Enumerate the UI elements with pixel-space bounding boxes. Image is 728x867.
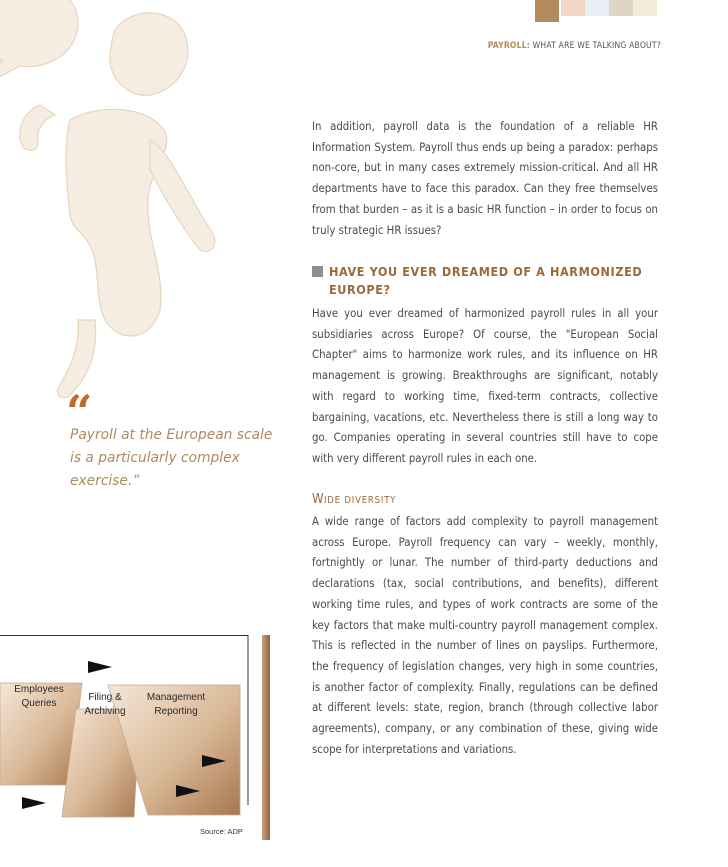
swatch-1 (535, 0, 559, 22)
figure-illustration (0, 0, 290, 400)
intro-paragraph: In addition, payroll data is the foundation of a reliable HR Information System. Payroll thus ends up being a paradox: perhaps non-core, but in many cases extremely mission-critical. And all HR departments have to face this paradox. Can they free themselves from that burden – as it is a basic HR function – in order to focus on truly strategic HR issues? (312, 120, 658, 237)
section-body-harmonized-europe: Have you ever dreamed of harmonized payroll rules in all your subsidiaries across Europe? Of course, the "European Social Chapter" aims to harmonize work rules, and its influence on HR management is growing. Breakthroughs are significant, notably with regard to working time, fixed-term contracts, collective bargaining, vacations, etc. Nevertheless there is still a long way to go. Companies operating in several countries still have to cope with very different payroll rules in each one. (312, 307, 658, 465)
process-diagram (0, 635, 270, 840)
diagram-box-management-reporting: Management Reporting (146, 692, 206, 717)
section-heading-wide-diversity: WIDE DIVERSITY (312, 492, 397, 507)
diagram-box-filing-archiving: Filing & Archiving (84, 692, 126, 717)
diagram-box-employees-queries: Employees Queries (14, 684, 64, 709)
pull-quote: Payroll at the European scale is a particularly complex exercise.” (70, 427, 273, 489)
heading-square-icon (312, 266, 323, 277)
swatch-4 (609, 0, 633, 16)
diagram-graphics (0, 635, 270, 840)
header-highlight: PAYROLL: (487, 41, 531, 51)
section-body-wide-diversity: A wide range of factors add complexity to payroll management across Europe. Payroll frequency can vary – weekly, monthly, fortnightly or lunar. The number of third-party deductions and declarations (tax, social contributions, and benefits), different working time rules, and types of work contracts are some of the key factors that make multi-country payroll management complex. This is reflected in the number of lines on payslips. Furthermore, the frequency of legislation changes, very high in some countries, is another factor of complexity. Finally, regulations can be defined at different levels: state, region, branch (through collective labor agreements), company, or any combination of these, giving wide scope for interpretations and variations. (312, 515, 658, 756)
swatch-5 (633, 0, 657, 16)
swatch-3 (585, 0, 609, 16)
quote-mark: “ (66, 385, 93, 439)
section-heading-harmonized-europe: HAVE YOU EVER DREAMED OF A HARMONIZED EUROPE? (312, 263, 658, 299)
header-title: WHAT ARE WE TALKING ABOUT? (530, 41, 661, 51)
diagram-source: Source: ADP (200, 827, 243, 836)
swatch-2 (561, 0, 585, 16)
running-header (488, 41, 661, 51)
